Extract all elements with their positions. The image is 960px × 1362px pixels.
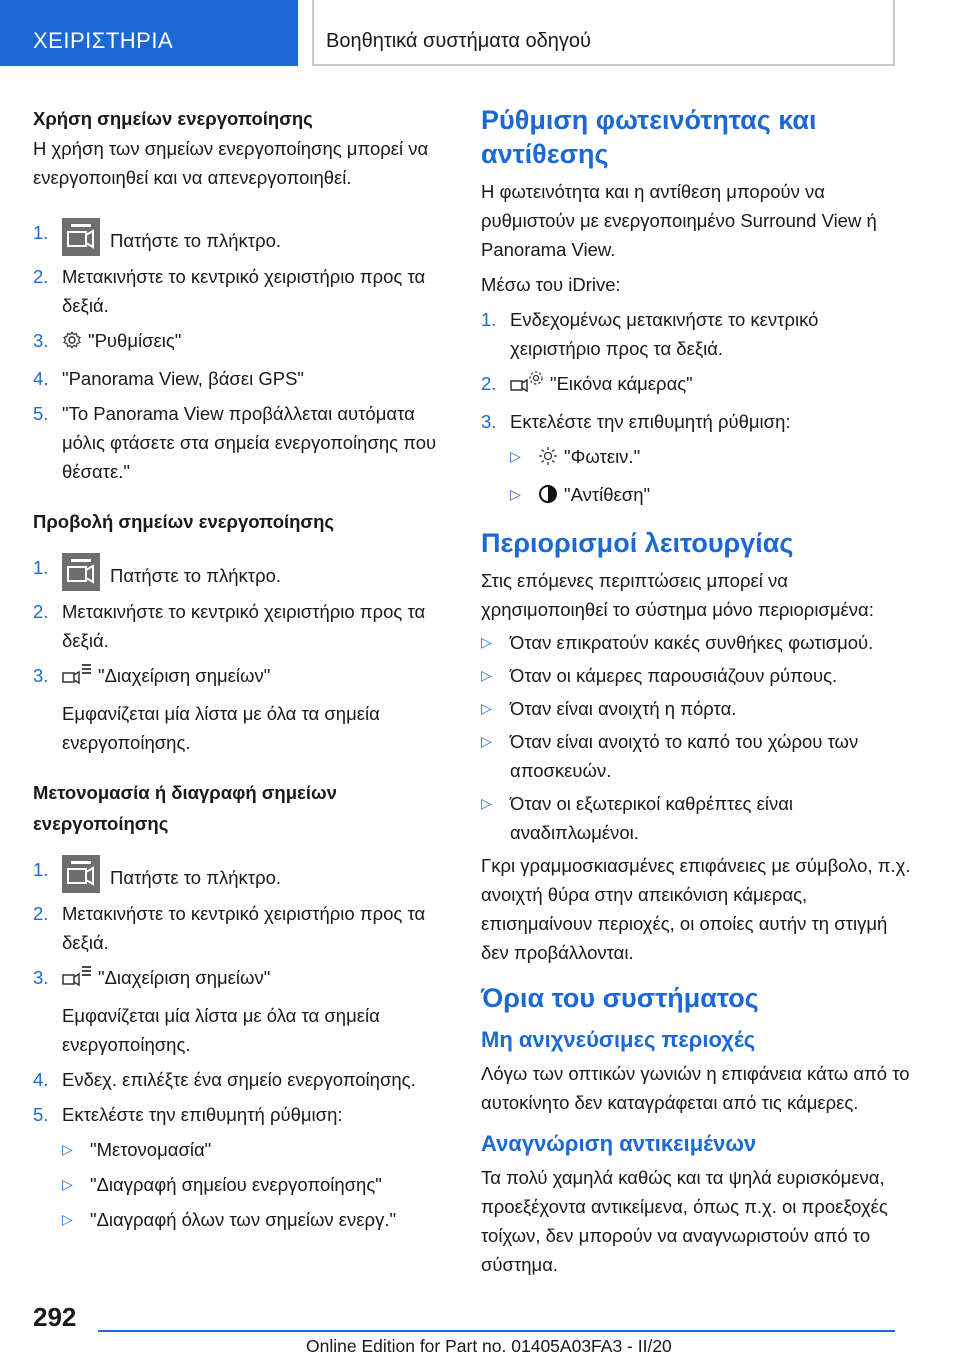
heading-system-limits: Όρια του συστήματος <box>481 983 759 1013</box>
section-title: Βοηθητικά συστήματα οδηγού <box>312 0 895 66</box>
step-note: Εμφανίζεται μία λίστα με όλα τα σημεία ενεργοποίησης. <box>62 703 380 753</box>
subheading-rename-delete: Μετονομασία ή διαγραφή σημείων ενεργοποίησης <box>33 782 337 834</box>
option-bullet: ▷ "Φωτειν." <box>481 442 911 474</box>
camera-settings-icon <box>510 371 544 401</box>
page-number: 292 <box>33 1302 77 1332</box>
option-bullet: ▷ "Διαγραφή σημείου ενεργοποίησης" <box>62 1174 382 1195</box>
condition-bullet: ▷ Όταν οι εξωτερικοί καθρέπτες είναι αναδιπλωμένοι. <box>481 793 794 843</box>
camera-button-icon <box>62 553 100 591</box>
step-item: 2. Μετακινήστε το κεντρικό χειριστήριο προς τα δεξιά. <box>33 903 426 953</box>
paragraph: Η χρήση των σημείων ενεργοποίησης μπορεί να ενεργοποιηθεί και να απενεργοποιηθεί. <box>33 138 429 188</box>
camera-button-icon <box>62 218 100 256</box>
step-item: 2. Μετακινήστε το κεντρικό χειριστήριο προς τα δεξιά. <box>33 601 426 651</box>
step-item: 1. Πατήστε το πλήκτρο. <box>33 553 453 591</box>
paragraph: Μέσω του iDrive: <box>481 274 621 295</box>
option-bullet: ▷ "Αντίθεση" <box>481 480 911 512</box>
step-item: 5. Εκτελέστε την επιθυμητή ρύθμιση: <box>33 1104 343 1125</box>
step-item: 3. "Διαχείριση σημείων" <box>33 661 453 693</box>
option-bullet: ▷ "Μετονομασία" <box>62 1139 212 1160</box>
condition-bullet: ▷ Όταν είναι ανοιχτό το καπό του χώρου των αποσκευών. <box>481 731 859 781</box>
paragraph: Στις επόμενες περιπτώσεις μπορεί να χρησιμοποιηθεί το σύστημα μόνο περιορισμένα: <box>481 570 874 620</box>
step-note: Εμφανίζεται μία λίστα με όλα τα σημεία ενεργοποίησης. <box>62 1005 380 1055</box>
footer-rule <box>98 1330 895 1332</box>
step-item: 1. Πατήστε το πλήκτρο. <box>33 218 453 256</box>
right-column <box>481 103 911 1279</box>
paragraph: Λόγω των οπτικών γωνιών η επιφάνεια κάτω από το αυτοκίνητο δεν καταγράφεται από τις κάμερες. <box>481 1063 910 1113</box>
subheading-undetectable-areas: Μη ανιχνεύσιμες περιοχές <box>481 1027 756 1052</box>
step-item: 2. "Εικόνα κάμερας" <box>481 369 911 401</box>
page-header <box>0 0 960 66</box>
heading-limitations: Περιορισμοί λειτουργίας <box>481 528 794 558</box>
subheading-show-trigger-points: Προβολή σημείων ενεργοποίησης <box>33 511 335 532</box>
step-item: 3. "Ρυθμίσεις" <box>33 326 453 358</box>
condition-bullet: ▷ Όταν επικρατούν κακές συνθήκες φωτισμού. <box>481 632 874 653</box>
step-item: 5. "Το Panorama View προβάλλεται αυτόματα μόλις φτάσετε στα σημεία ενεργοποίησης που θέσατε." <box>33 403 437 482</box>
paragraph: Η φωτεινότητα και η αντίθεση μπορούν να ρυθμιστούν με ενεργοποιημένο Surround View ή Panorama View. <box>481 181 877 260</box>
camera-button-icon <box>62 855 100 893</box>
step-item: 3. "Διαχείριση σημείων" <box>33 963 453 995</box>
step-item: 2. Μετακινήστε το κεντρικό χειριστήριο προς τα δεξιά. <box>33 266 426 316</box>
chapter-tab: ΧΕΙΡΙΣΤΗΡΙΑ <box>0 0 298 66</box>
subheading-object-detection: Αναγνώριση αντικειμένων <box>481 1131 757 1156</box>
step-item: 1. Πατήστε το πλήκτρο. <box>33 855 453 893</box>
step-item: 1. Ενδεχομένως μετακινήστε το κεντρικό χειριστήριο προς τα δεξιά. <box>481 309 819 359</box>
condition-bullet: ▷ Όταν οι κάμερες παρουσιάζουν ρύπους. <box>481 665 838 686</box>
option-bullet: ▷ "Διαγραφή όλων των σημείων ενεργ." <box>62 1209 397 1230</box>
paragraph: Γκρι γραμμοσκιασμένες επιφάνειες με σύμβολο, π.χ. ανοιχτή θύρα στην απεικόνιση κάμερας, επισημαίνουν περιοχές, οι οποίες αυτήν τη στιγμή δεν προβάλλονται. <box>481 855 911 963</box>
heading-brightness-contrast: Ρύθμιση φωτεινότητας και αντίθεσης <box>481 105 817 169</box>
step-item: 4. Ενδεχ. επιλέξτε ένα σημείο ενεργοποίησης. <box>33 1069 416 1090</box>
left-column <box>33 103 453 1234</box>
sun-icon <box>538 445 558 474</box>
camera-list-icon <box>62 965 92 995</box>
gear-icon <box>62 329 82 358</box>
edition-note: Online Edition for Part no. 01405A03FA3 - II/20 <box>306 1336 672 1356</box>
step-item: 3. Εκτελέστε την επιθυμητή ρύθμιση: <box>481 411 791 432</box>
step-item: 4. "Panorama View, βάσει GPS" <box>33 368 304 389</box>
camera-list-icon <box>62 663 92 693</box>
contrast-icon <box>538 483 558 512</box>
paragraph: Τα πολύ χαμηλά καθώς και τα ψηλά ευρισκόμενα, προεξέχοντα αντικείμενα, όπως π.χ. οι προεξοχές τοίχων, δεν μπορούν να αναγνωριστούν από το σύστημα. <box>481 1167 888 1275</box>
condition-bullet: ▷ Όταν είναι ανοιχτή η πόρτα. <box>481 698 737 719</box>
subheading-use-trigger-points: Χρήση σημείων ενεργοποίησης <box>33 108 313 129</box>
